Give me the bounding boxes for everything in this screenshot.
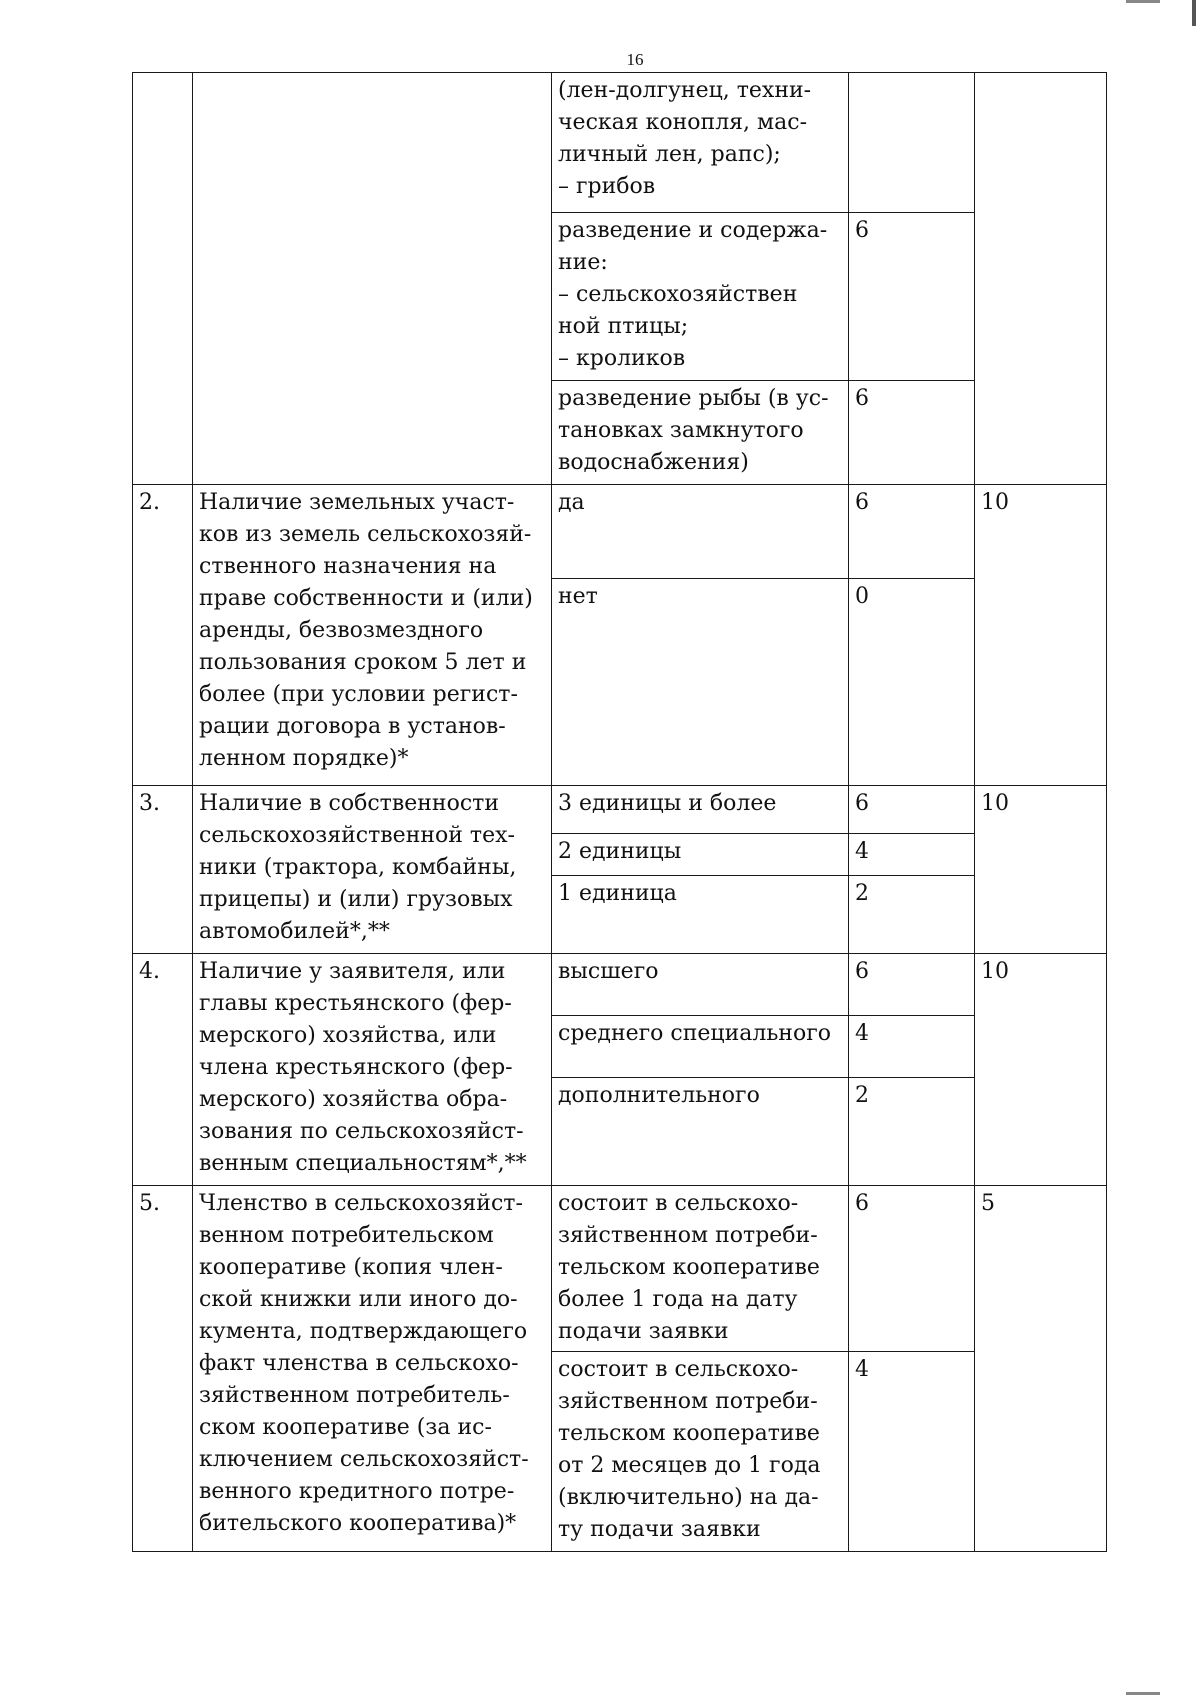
table-row: [133, 1186, 1107, 1352]
option-cell: состоит в сельскохо- зяйственном потреби- тельском кооперативе более 1 года на дату подачи заявки: [552, 1186, 849, 1352]
points-cell: 0: [849, 579, 975, 786]
points-cell: 6: [849, 954, 975, 1016]
max-score-cell: [975, 73, 1107, 485]
points-cell: 6: [849, 485, 975, 579]
points-cell: 4: [849, 834, 975, 876]
criteria-table-body: [133, 73, 1107, 1552]
option-cell: нет: [552, 579, 849, 786]
criterion-cell: [193, 73, 552, 485]
row-number-cell: 3.: [133, 786, 193, 954]
points-cell: 2: [849, 1078, 975, 1186]
points-cell: 4: [849, 1016, 975, 1078]
option-cell: среднего специального: [552, 1016, 849, 1078]
row-number-cell: 5.: [133, 1186, 193, 1552]
option-cell: да: [552, 485, 849, 579]
max-score-cell: 5: [975, 1186, 1107, 1552]
table-row: [133, 73, 1107, 213]
row-number-cell: [133, 73, 193, 485]
scan-edge-mark: [1192, 0, 1196, 26]
option-cell: (лен-долгунец, техни- ческая конопля, мас- личный лен, рапс); – грибов: [552, 73, 849, 213]
table-row: [133, 954, 1107, 1016]
row-number-cell: 2.: [133, 485, 193, 786]
page-number: 16: [626, 50, 644, 69]
table-row: [133, 485, 1107, 579]
scan-top-mark: [1126, 0, 1160, 3]
option-cell: 2 единицы: [552, 834, 849, 876]
option-cell: разведение и содержа- ние: – сельскохозяйствен ной птицы; – кроликов: [552, 213, 849, 381]
criterion-cell: Членство в сельскохозяйст- венном потребительском кооперативе (копия член- ской книжки или иного до- кумента, подтверждающего факт членства в сельскохо- зяйственном потребитель- ском кооперативе (за ис- ключением сельскохозяйст- венного кредитного потре- бительского кооператива)*: [193, 1186, 552, 1552]
points-cell: 6: [849, 786, 975, 834]
criterion-cell: Наличие земельных участ- ков из земель сельскохозяй- ственного назначения на праве собственности и (или) аренды, безвозмездного пользования сроком 5 лет и более (при условии регист- рации договора в установ- ленном порядке)*: [193, 485, 552, 786]
points-cell: 4: [849, 1352, 975, 1552]
points-cell: [849, 73, 975, 213]
points-cell: 6: [849, 1186, 975, 1352]
option-cell: дополнительного: [552, 1078, 849, 1186]
option-cell: высшего: [552, 954, 849, 1016]
points-cell: 6: [849, 381, 975, 485]
max-score-cell: 10: [975, 954, 1107, 1186]
max-score-cell: 10: [975, 485, 1107, 786]
criterion-cell: Наличие у заявителя, или главы крестьянского (фер- мерского) хозяйства, или члена крестьянского (фер- мерского) хозяйства обра- зования по сельскохозяйст- венным специальностям*,**: [193, 954, 552, 1186]
max-score-cell: 10: [975, 786, 1107, 954]
table-row: [133, 786, 1107, 834]
criteria-table: [132, 72, 1107, 1552]
points-cell: 2: [849, 876, 975, 954]
criterion-cell: Наличие в собственности сельскохозяйственной тех- ники (трактора, комбайны, прицепы) и (или) грузовых автомобилей*,**: [193, 786, 552, 954]
points-cell: 6: [849, 213, 975, 381]
option-cell: 3 единицы и более: [552, 786, 849, 834]
row-number-cell: 4.: [133, 954, 193, 1186]
scan-bottom-mark: [1126, 1692, 1160, 1695]
option-cell: 1 единица: [552, 876, 849, 954]
option-cell: разведение рыбы (в ус- тановках замкнутого водоснабжения): [552, 381, 849, 485]
option-cell: состоит в сельскохо- зяйственном потреби- тельском кооперативе от 2 месяцев до 1 года (включительно) на да- ту подачи заявки: [552, 1352, 849, 1552]
